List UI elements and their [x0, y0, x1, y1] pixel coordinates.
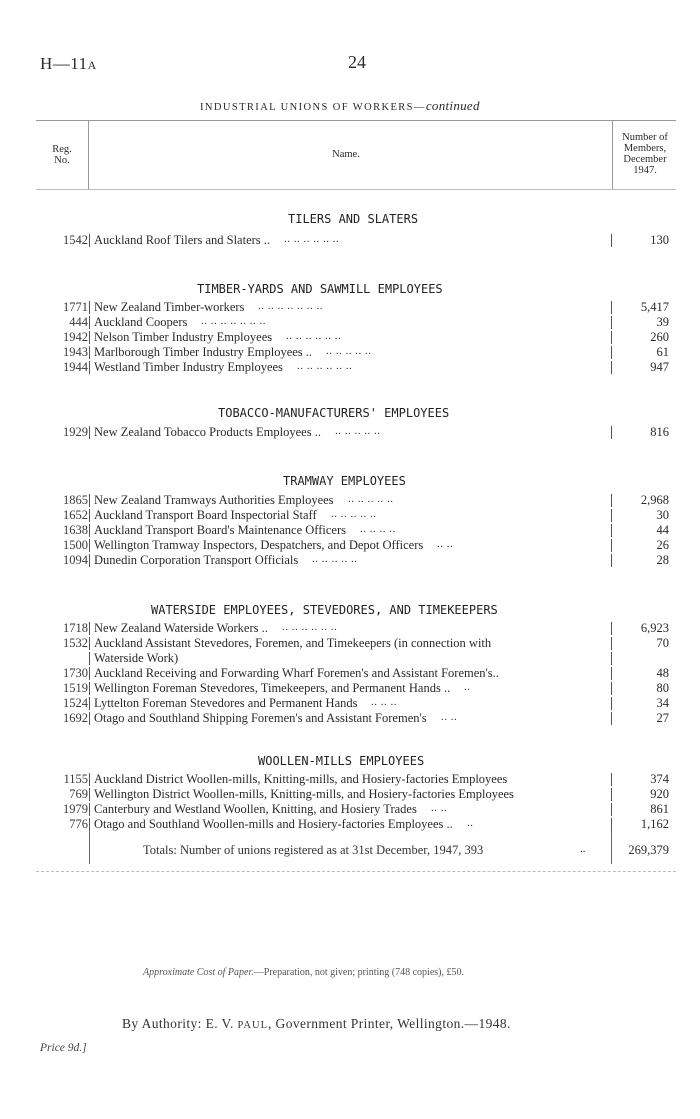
column-rule — [89, 346, 90, 359]
member-count: 5,417 — [640, 300, 669, 314]
table-row — [0, 802, 700, 817]
union-name: Auckland Receiving and Forwarding Wharf Foremen's and Assistant Foremen's.. — [94, 666, 499, 680]
union-name: Auckland District Woollen-mills, Knitting-mills, and Hosiery-factories Employees — [94, 772, 508, 786]
dot-leaders: .. .. .. .. .. .. — [284, 233, 340, 245]
table-row — [0, 360, 700, 375]
column-rule — [611, 652, 612, 665]
column-rule — [611, 667, 612, 680]
dot-leaders: .. .. .. .. .. .. .. — [201, 315, 266, 327]
union-name: Dunedin Corporation Transport Officials — [94, 553, 299, 567]
member-count: 1,162 — [640, 817, 669, 831]
column-rule — [89, 331, 90, 344]
document-reference: H—11A — [40, 54, 97, 73]
section-title: TILERS AND SLATERS — [288, 212, 419, 226]
member-count: 374 — [650, 772, 669, 786]
union-name: Auckland Transport Board's Maintenance Officers — [94, 523, 346, 537]
section-title: TOBACCO-MANUFACTURERS' EMPLOYEES — [218, 406, 450, 420]
column-rule — [89, 509, 90, 522]
union-name: Lyttelton Foreman Stevedores and Permanent Hands — [94, 696, 358, 710]
reg-number: 1730 — [63, 666, 88, 680]
bottom-rule — [36, 871, 676, 872]
column-rule — [89, 637, 90, 650]
table-row — [0, 696, 700, 711]
union-name: Canterbury and Westland Woollen, Knitting, and Hosiery Trades — [94, 802, 417, 816]
dot-leaders: .. .. .. .. .. — [312, 553, 358, 565]
price-note: Price 9d.] — [40, 1042, 87, 1054]
reg-number: 1718 — [63, 621, 88, 635]
column-rule — [611, 301, 612, 314]
column-rule — [611, 426, 612, 439]
reg-number: 1943 — [63, 345, 88, 359]
member-count: 816 — [650, 425, 669, 439]
column-rule — [611, 346, 612, 359]
column-rule — [611, 331, 612, 344]
table-row — [0, 523, 700, 538]
union-name: Wellington Foreman Stevedores, Timekeepers, and Permanent Hands .. — [94, 681, 451, 695]
column-rule — [611, 524, 612, 537]
member-count: 61 — [656, 345, 669, 359]
member-count: 2,968 — [640, 493, 669, 507]
dot-leaders: .. .. — [431, 802, 448, 814]
column-rule — [611, 509, 612, 522]
table-row — [0, 300, 700, 315]
reg-number: 1094 — [63, 553, 88, 567]
section-title: TRAMWAY EMPLOYEES — [283, 474, 406, 488]
table-row — [0, 666, 700, 681]
totals-value: 269,379 — [628, 843, 669, 857]
dot-leaders: .. .. .. .. .. .. — [282, 621, 338, 633]
member-count: 44 — [656, 523, 669, 537]
column-rule — [611, 712, 612, 725]
table-row — [0, 817, 700, 832]
union-name: Marlborough Timber Industry Employees .. — [94, 345, 313, 359]
reg-number: 1155 — [63, 772, 88, 786]
column-rule — [611, 773, 612, 786]
dot-leaders: .. .. .. .. — [360, 523, 396, 535]
dot-leaders: .. .. .. .. .. .. — [286, 330, 342, 342]
column-rule — [89, 494, 90, 507]
table-row — [0, 538, 700, 553]
reg-number: 1638 — [63, 523, 88, 537]
column-rule — [89, 539, 90, 552]
member-count: 39 — [656, 315, 669, 329]
column-rule — [611, 234, 612, 247]
members-header: Number of Members, December 1947. — [622, 132, 668, 176]
table-row — [0, 681, 700, 696]
dot-leaders: .. .. .. .. .. .. .. — [258, 300, 323, 312]
column-rule — [611, 554, 612, 567]
member-count: 947 — [650, 360, 669, 374]
union-name: Auckland Coopers — [94, 315, 188, 329]
union-name: New Zealand Tobacco Products Employees .. — [94, 425, 321, 439]
column-rule — [89, 773, 90, 786]
column-rule — [611, 803, 612, 816]
member-count: 6,923 — [640, 621, 669, 635]
reg-number: 444 — [69, 315, 88, 329]
union-name: Auckland Transport Board Inspectorial Staff — [94, 508, 317, 522]
column-rule — [89, 316, 90, 329]
column-rule — [89, 554, 90, 567]
cost-note: Approximate Cost of Paper.—Preparation, not given; printing (748 copies), £50. — [143, 967, 464, 978]
column-rule — [611, 830, 612, 864]
member-count: 28 — [656, 553, 669, 567]
table-row — [0, 651, 700, 666]
member-count: 920 — [650, 787, 669, 801]
member-count: 30 — [656, 508, 669, 522]
dot-leaders: .. .. .. .. .. .. — [297, 360, 353, 372]
section-title: TIMBER-YARDS AND SAWMILL EMPLOYEES — [197, 282, 443, 296]
union-name: Nelson Timber Industry Employees — [94, 330, 273, 344]
column-rule — [611, 622, 612, 635]
dot-leaders: .. — [464, 681, 471, 693]
column-rule — [89, 234, 90, 247]
table-row — [0, 772, 700, 787]
table-row — [0, 711, 700, 726]
table-row — [0, 345, 700, 360]
dot-leaders: .. — [467, 817, 474, 829]
column-rule — [611, 637, 612, 650]
column-rule — [89, 682, 90, 695]
reg-number: 1942 — [63, 330, 88, 344]
reg-number: 1771 — [63, 300, 88, 314]
column-rule — [611, 494, 612, 507]
table-row — [0, 636, 700, 651]
table-row — [0, 787, 700, 802]
totals-label: Totals: Number of unions registered as at 31st December, 1947, 393 — [143, 843, 484, 857]
column-rule — [611, 682, 612, 695]
reg-number: 1524 — [63, 696, 88, 710]
column-rule — [89, 652, 90, 665]
column-rule — [611, 316, 612, 329]
member-count: 26 — [656, 538, 669, 552]
name-header: Name. — [332, 149, 360, 160]
reg-no-header: Reg. No. — [52, 144, 72, 166]
column-rule — [89, 712, 90, 725]
table-row — [0, 493, 700, 508]
section-title: WATERSIDE EMPLOYEES, STEVEDORES, AND TIMEKEEPERS — [151, 603, 498, 617]
section-title: WOOLLEN-MILLS EMPLOYEES — [258, 754, 425, 768]
union-name: Wellington District Woollen-mills, Knitting-mills, and Hosiery-factories Employees — [94, 787, 514, 801]
table-row — [0, 621, 700, 636]
dot-leaders: .. .. .. .. .. — [331, 508, 377, 520]
dot-leaders: .. .. .. .. .. — [335, 425, 381, 437]
column-rule — [89, 301, 90, 314]
column-rule — [611, 788, 612, 801]
union-name: Otago and Southland Shipping Foremen's and Assistant Foremen's — [94, 711, 427, 725]
member-count: 861 — [650, 802, 669, 816]
union-name: Otago and Southland Woollen-mills and Hosiery-factories Employees .. — [94, 817, 453, 831]
column-rule — [89, 697, 90, 710]
column-rule — [611, 361, 612, 374]
table-row — [0, 315, 700, 330]
running-title: INDUSTRIAL UNIONS OF WORKERS—continued — [200, 98, 480, 113]
printer-authority: By Authority: E. V. PAUL, Government Printer, Wellington.—1948. — [122, 1016, 511, 1031]
dot-leaders: .. .. .. .. .. — [326, 345, 372, 357]
table-row — [0, 425, 700, 440]
reg-number: 1979 — [63, 802, 88, 816]
reg-number: 1500 — [63, 538, 88, 552]
dot-leaders: .. .. .. — [371, 696, 397, 708]
table-row — [0, 233, 700, 248]
reg-number: 776 — [69, 817, 88, 831]
column-rule — [89, 667, 90, 680]
union-name: New Zealand Waterside Workers .. — [94, 621, 268, 635]
table-row — [0, 508, 700, 523]
column-rule — [89, 426, 90, 439]
column-rule — [89, 803, 90, 816]
reg-number: 1929 — [63, 425, 88, 439]
member-count: 80 — [656, 681, 669, 695]
union-name: Auckland Assistant Stevedores, Foremen, and Timekeepers (in connection with — [94, 636, 492, 650]
table-row — [0, 553, 700, 568]
union-name: Wellington Tramway Inspectors, Despatchers, and Depot Officers — [94, 538, 424, 552]
member-count: 34 — [656, 696, 669, 710]
reg-number: 1519 — [63, 681, 88, 695]
reg-number: 1944 — [63, 360, 88, 374]
reg-number: 1542 — [63, 233, 88, 247]
dot-leaders: .. .. .. .. .. — [348, 493, 394, 505]
member-count: 48 — [656, 666, 669, 680]
union-name: New Zealand Tramways Authorities Employees — [94, 493, 334, 507]
dot-leaders: .. .. — [437, 538, 454, 550]
page-number: 24 — [348, 52, 366, 72]
union-name: Westland Timber Industry Employees — [94, 360, 283, 374]
column-rule — [89, 361, 90, 374]
column-rule — [611, 539, 612, 552]
member-count: 27 — [656, 711, 669, 725]
reg-number: 1532 — [63, 636, 88, 650]
member-count: 130 — [650, 233, 669, 247]
member-count: 260 — [650, 330, 669, 344]
column-rule — [89, 622, 90, 635]
union-name: Waterside Work) — [94, 651, 179, 665]
reg-number: 1865 — [63, 493, 88, 507]
dot-leaders: .. .. — [441, 711, 458, 723]
reg-number: 769 — [69, 787, 88, 801]
union-name: Auckland Roof Tilers and Slaters .. — [94, 233, 271, 247]
union-name: New Zealand Timber-workers — [94, 300, 245, 314]
column-rule — [89, 524, 90, 537]
column-rule — [89, 788, 90, 801]
table-row — [0, 330, 700, 345]
totals-leaders: .. — [580, 843, 586, 855]
column-rule — [89, 830, 90, 864]
reg-number: 1652 — [63, 508, 88, 522]
member-count: 70 — [656, 636, 669, 650]
column-rule — [611, 697, 612, 710]
reg-number: 1692 — [63, 711, 88, 725]
table-header — [36, 120, 676, 190]
